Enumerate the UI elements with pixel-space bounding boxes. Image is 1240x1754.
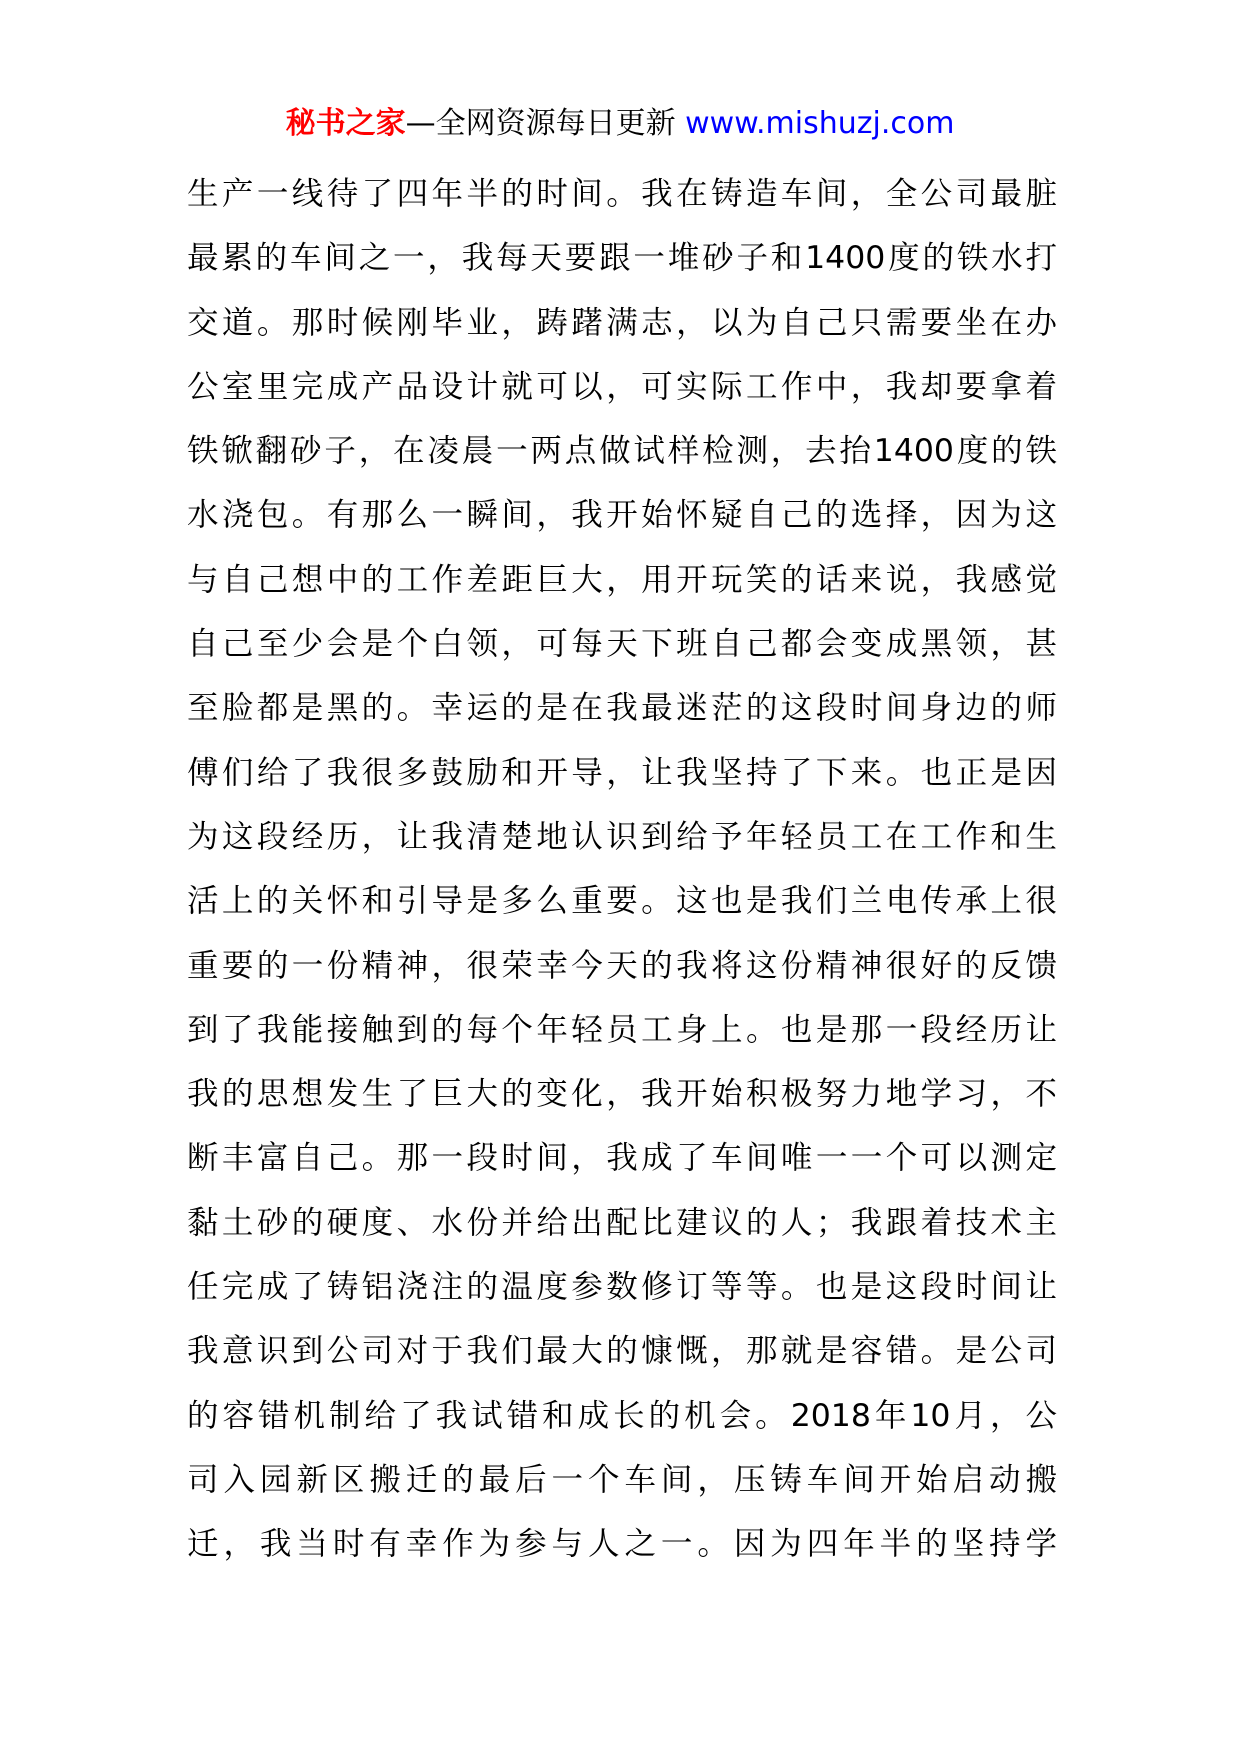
text-line: 为这段经历，让我清楚地认识到给予年轻员工在工作和生	[187, 818, 1057, 855]
site-brand: 秘书之家	[285, 106, 406, 141]
text-line: 生产一线待了四年半的时间。我在铸造车间，全公司最脏	[187, 176, 1057, 212]
site-tagline: —全网资源每日更新	[405, 106, 686, 141]
text-line: 黏土砂的硬度、水份并给出配比建议的人；我跟着技术主	[187, 1204, 1057, 1241]
text-line: 司入园新区搬迁的最后一个车间，压铸车间开始启动搬	[187, 1461, 1057, 1498]
text-line: 最累的车间之一，我每天要跟一堆砂子和1400度的铁水打	[187, 240, 1057, 277]
text-line: 与自己想中的工作差距巨大，用开玩笑的话来说，我感觉	[187, 561, 1057, 598]
text-line: 铁锨翻砂子，在凌晨一两点做试样检测，去抬1400度的铁	[187, 433, 1057, 470]
site-header	[0, 100, 1240, 148]
site-url-link[interactable]: www.mishuzj.com	[685, 106, 955, 141]
text-line: 自己至少会是个白领，可每天下班自己都会变成黑领，甚	[187, 626, 1057, 663]
text-line: 至脸都是黑的。幸运的是在我最迷茫的这段时间身边的师	[187, 690, 1057, 727]
text-line: 重要的一份精神，很荣幸今天的我将这份精神很好的反馈	[187, 947, 1057, 984]
document-body	[187, 162, 1057, 1577]
text-line: 迁，我当时有幸作为参与人之一。因为四年半的坚持学	[187, 1526, 1057, 1563]
text-line: 水浇包。有那么一瞬间，我开始怀疑自己的选择，因为这	[187, 497, 1057, 534]
text-line: 活上的关怀和引导是多么重要。这也是我们兰电传承上很	[187, 883, 1057, 920]
text-line: 交道。那时候刚毕业，踌躇满志，以为自己只需要坐在办	[187, 304, 1057, 341]
text-line: 任完成了铸铝浇注的温度参数修订等等。也是这段时间让	[187, 1269, 1057, 1306]
text-line: 公室里完成产品设计就可以，可实际工作中，我却要拿着	[187, 368, 1057, 405]
text-line: 我的思想发生了巨大的变化，我开始积极努力地学习，不	[187, 1076, 1057, 1113]
text-line: 到了我能接触到的每个年轻员工身上。也是那一段经历让	[187, 1011, 1057, 1048]
text-line: 我意识到公司对于我们最大的慷慨，那就是容错。是公司	[187, 1333, 1057, 1370]
text-line: 的容错机制给了我试错和成长的机会。2018年10月，公	[187, 1397, 1057, 1434]
text-line: 断丰富自己。那一段时间，我成了车间唯一一个可以测定	[187, 1140, 1057, 1177]
text-line: 傅们给了我很多鼓励和开导，让我坚持了下来。也正是因	[187, 754, 1057, 791]
